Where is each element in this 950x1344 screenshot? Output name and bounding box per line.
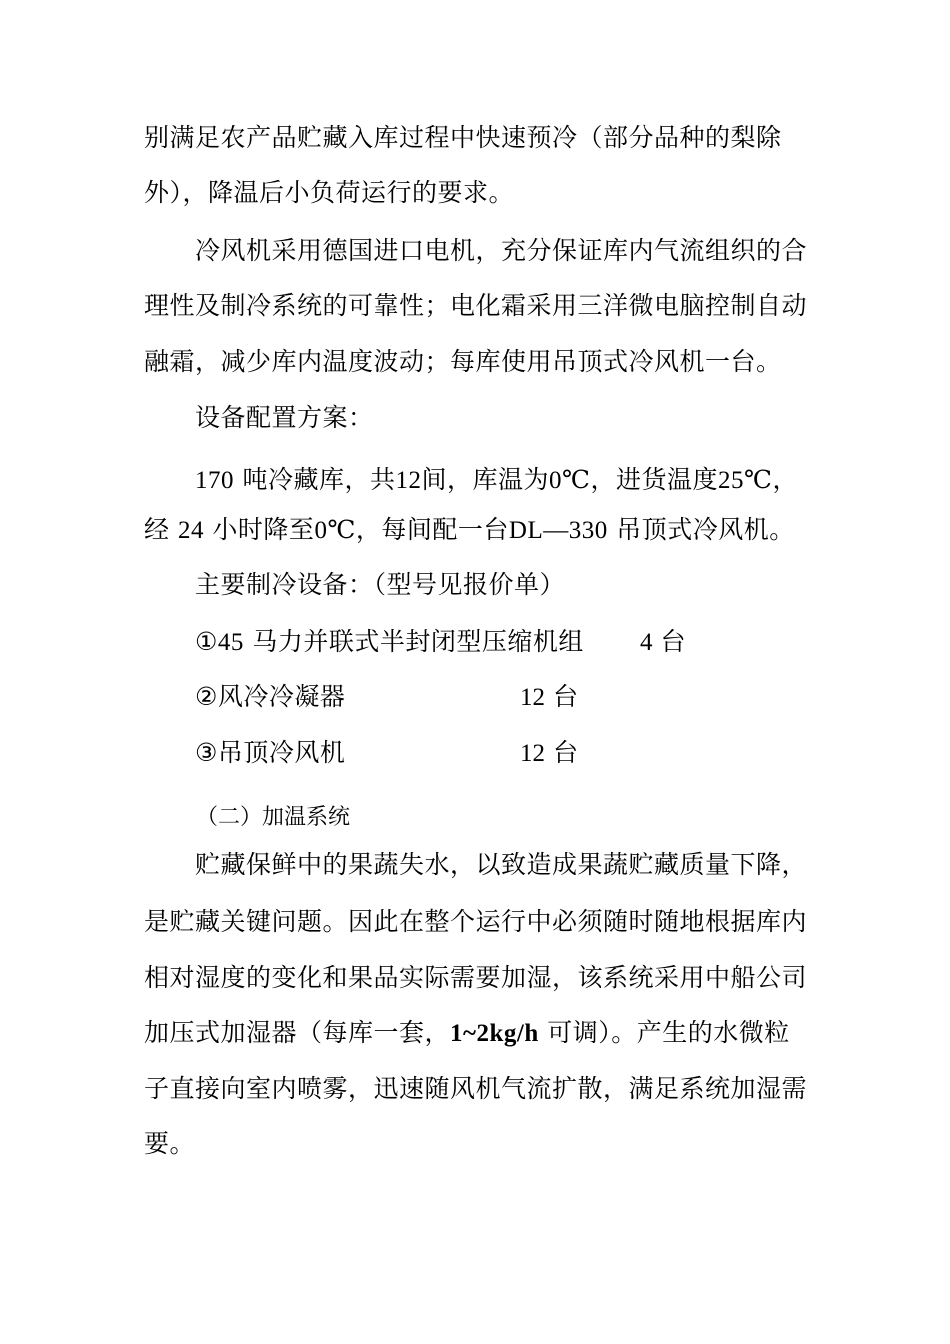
intake-temp-value: 25℃ xyxy=(717,467,773,494)
config-text-fragment: 吨冷藏库，共 xyxy=(242,465,396,494)
section2-heading: （二）加温系统 xyxy=(196,805,351,830)
paragraph3-line1: 贮藏保鲜中的果蔬失水，以致造成果蔬贮藏质量下降， xyxy=(195,850,808,879)
config-text-fragment: 小时降至 xyxy=(212,515,315,544)
config-text-line1 xyxy=(195,464,798,497)
item-name: 风冷冷凝器 xyxy=(217,682,346,711)
config-text-fragment: 吊顶式冷风机。 xyxy=(616,515,795,544)
target-temp-value: 0℃ xyxy=(314,517,356,544)
config-text-fragment: ，每间配一台 xyxy=(355,515,509,544)
item-number: 45 xyxy=(217,629,244,656)
qty-number: 12 xyxy=(520,740,545,767)
paragraph1-line1: 别满足农产品贮藏入库过程中快速预冷（部分品种的梨除 xyxy=(144,123,782,152)
config-text-line2 xyxy=(144,514,795,547)
tonnage-value: 170 xyxy=(195,467,234,494)
qty-unit: 台 xyxy=(552,738,578,767)
equipment-item-1-qty xyxy=(640,626,685,659)
qty-number: 12 xyxy=(520,684,545,711)
paragraph3-fragment: 可调）。产生的水微粒 xyxy=(538,1018,790,1047)
qty-unit: 台 xyxy=(552,682,578,711)
paragraph3-line4 xyxy=(144,1017,790,1050)
item-name: 吊顶冷风机 xyxy=(217,738,346,767)
storage-temp-value: 0℃ xyxy=(548,467,591,494)
paragraph3-line5: 子直接向室内喷雾，迅速随风机气流扩散，满足系统加湿需 xyxy=(144,1074,808,1103)
paragraph3-line2: 是贮藏关键问题。因此在整个运行中必须随时随地根据库内 xyxy=(144,907,808,936)
config-text-fragment: ， xyxy=(772,465,798,494)
equipment-item-1 xyxy=(195,626,584,659)
paragraph1-line2: 外），降温后小负荷运行的要求。 xyxy=(144,178,515,207)
equipment-item-3 xyxy=(195,737,345,769)
equipment-heading: 主要制冷设备：（型号见报价单） xyxy=(195,570,566,599)
paragraph3-line3: 相对湿度的变化和果品实际需要加湿，该系统采用中船公司 xyxy=(144,963,808,992)
config-heading: 设备配置方案： xyxy=(195,403,374,432)
paragraph2-line2: 理性及制冷系统的可靠性；电化霜采用三洋微电脑控制自动 xyxy=(144,291,808,320)
item-marker: ① xyxy=(195,627,218,656)
item-marker: ③ xyxy=(195,738,218,767)
paragraph2-line3: 融霜，减少库内温度波动；每库使用吊顶式冷风机一台。 xyxy=(144,347,782,376)
equipment-item-2 xyxy=(195,681,345,713)
item-name: 马力并联式半封闭型压缩机组 xyxy=(252,627,584,656)
capacity-value: 1~2kg/h xyxy=(450,1020,539,1047)
paragraph3-fragment: 加压式加湿器（每库一套， xyxy=(144,1018,451,1047)
room-count-value: 12 xyxy=(395,467,422,494)
item-marker: ② xyxy=(195,682,218,711)
equipment-item-2-qty xyxy=(520,681,578,714)
equipment-item-3-qty xyxy=(520,737,578,770)
config-text-fragment: ，进货温度 xyxy=(590,465,718,494)
hours-value: 24 xyxy=(177,517,204,544)
paragraph2-line1: 冷风机采用德国进口电机，充分保证库内气流组织的合 xyxy=(195,236,808,265)
qty-number: 4 xyxy=(640,629,653,656)
paragraph3-line6: 要。 xyxy=(144,1129,196,1158)
config-text-fragment: 间，库温为 xyxy=(421,465,549,494)
config-text-fragment: 经 xyxy=(144,515,170,544)
model-value: DL—330 xyxy=(508,517,608,544)
qty-unit: 台 xyxy=(660,627,686,656)
